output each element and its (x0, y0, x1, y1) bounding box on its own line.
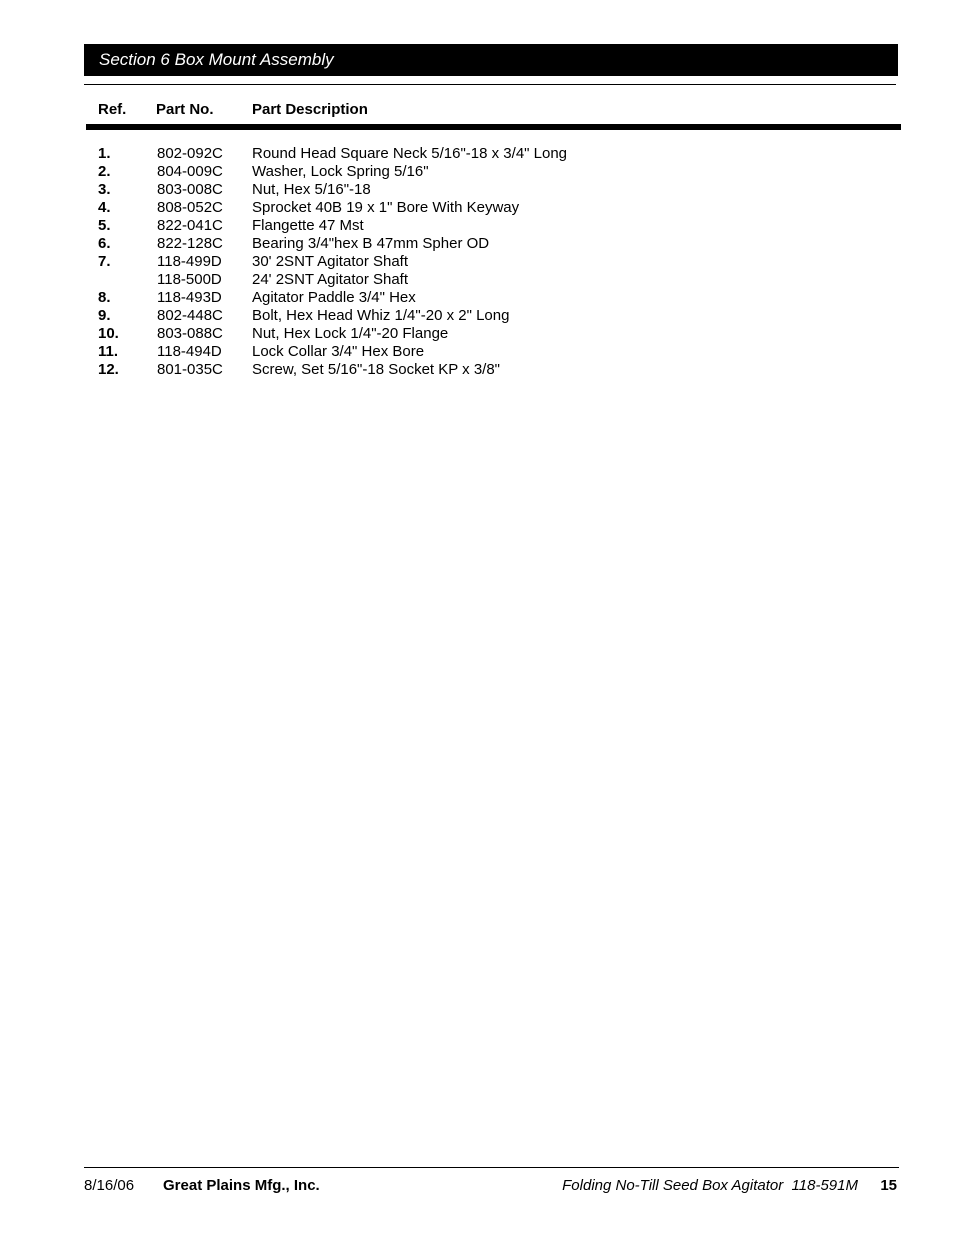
table-row (0, 235, 954, 253)
ref-number: 5. (98, 217, 111, 234)
table-row (0, 253, 954, 271)
footer-divider (84, 1167, 899, 1168)
column-header-part-no: Part No. (156, 101, 214, 118)
part-description: Lock Collar 3/4" Hex Bore (252, 343, 425, 360)
part-description: Screw, Set 5/16"-18 Socket KP x 3/8" (252, 361, 501, 378)
part-number: 804-009C (157, 163, 223, 180)
column-header-ref: Ref. (98, 101, 127, 118)
table-row (0, 343, 954, 361)
part-number: 822-041C (157, 217, 223, 234)
part-number: 118-499D (157, 253, 222, 270)
table-row (0, 289, 954, 307)
table-row (0, 181, 954, 199)
section-title: Section 6 Box Mount Assembly (84, 44, 898, 76)
part-number: 801-035C (157, 361, 223, 378)
ref-number: 12. (98, 361, 119, 378)
ref-number: 7. (98, 253, 111, 270)
part-number: 803-088C (157, 325, 223, 342)
part-description: Flangette 47 Mst (252, 217, 364, 234)
part-number: 118-500D (157, 271, 222, 288)
page-number: 15 (880, 1177, 897, 1194)
part-number: 808-052C (157, 199, 223, 216)
part-description: Round Head Square Neck 5/16"-18 x 3/4" Long (252, 145, 568, 162)
table-row (0, 271, 954, 289)
part-description: Agitator Paddle 3/4" Hex (252, 289, 416, 306)
ref-number: 1. (98, 145, 111, 162)
part-number: 118-494D (157, 343, 222, 360)
ref-number: 4. (98, 199, 111, 216)
part-description: Bolt, Hex Head Whiz 1/4"-20 x 2" Long (252, 307, 510, 324)
part-description: Nut, Hex Lock 1/4"-20 Flange (252, 325, 449, 342)
ref-number: 10. (98, 325, 119, 342)
part-number: 118-493D (157, 289, 222, 306)
footer-company: Great Plains Mfg., Inc. (163, 1177, 320, 1194)
ref-number: 2. (98, 163, 111, 180)
ref-number: 8. (98, 289, 111, 306)
part-description: 30' 2SNT Agitator Shaft (252, 253, 409, 270)
part-description: 24' 2SNT Agitator Shaft (252, 271, 409, 288)
part-description: Bearing 3/4"hex B 47mm Spher OD (252, 235, 490, 252)
column-header-description: Part Description (252, 101, 368, 118)
ref-number: 9. (98, 307, 111, 324)
footer-manual-title: Folding No-Till Seed Box Agitator 118-591M (562, 1177, 858, 1194)
table-row (0, 199, 954, 217)
table-row (0, 163, 954, 181)
footer-date: 8/16/06 (84, 1177, 135, 1194)
ref-number: 3. (98, 181, 111, 198)
ref-number: 11. (98, 343, 119, 360)
ref-number: 6. (98, 235, 111, 252)
table-row (0, 217, 954, 235)
part-description: Nut, Hex 5/16"-18 (252, 181, 371, 198)
table-row (0, 361, 954, 379)
part-number: 822-128C (157, 235, 223, 252)
part-number: 802-092C (157, 145, 223, 162)
header-divider (84, 84, 896, 85)
table-row (0, 325, 954, 343)
table-header-rule (86, 124, 901, 130)
table-row (0, 145, 954, 163)
part-number: 803-008C (157, 181, 223, 198)
parts-list (0, 145, 954, 379)
part-number: 802-448C (157, 307, 223, 324)
part-description: Washer, Lock Spring 5/16" (252, 163, 429, 180)
table-row (0, 307, 954, 325)
part-description: Sprocket 40B 19 x 1" Bore With Keyway (252, 199, 520, 216)
